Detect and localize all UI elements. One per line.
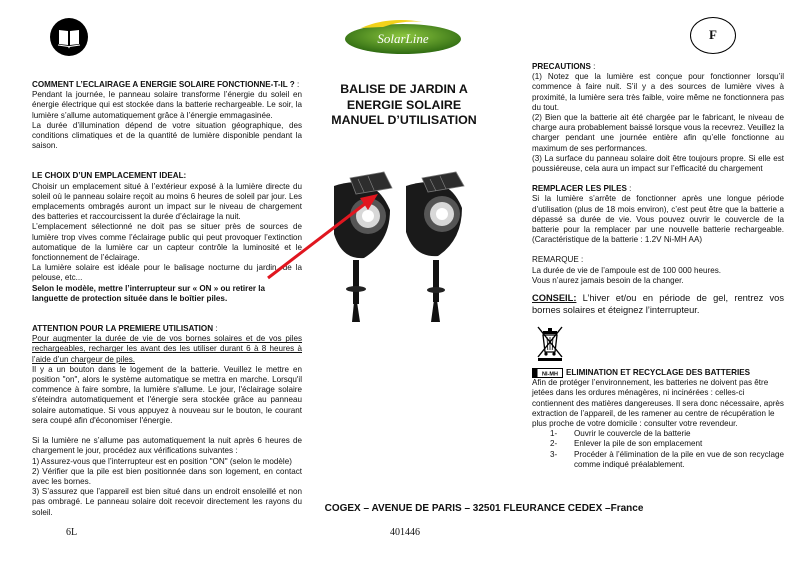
right-column xyxy=(532,62,784,470)
logo-text: SolarLine xyxy=(377,31,429,46)
crossed-bin-icon xyxy=(535,324,565,362)
recycling-step xyxy=(550,429,784,439)
section-heading-replace-batteries: REMPLACER LES PILES xyxy=(532,184,627,194)
advice-paragraph xyxy=(532,292,784,316)
reference-number: 401446 xyxy=(390,527,420,538)
section-heading-first-use: ATTENTION POUR LA PREMIERE UTILISATION xyxy=(32,324,214,334)
recycling-heading-row xyxy=(532,368,784,378)
step-number: 1- xyxy=(550,429,558,439)
title-line-1: BALISE DE JARDIN A xyxy=(340,82,468,96)
location-paragraph-3: La lumière solaire est idéale pour le balisage nocturne du jardin, de la pelouse, etc... xyxy=(32,263,302,283)
advice-label: CONSEIL: xyxy=(532,293,577,304)
recycling-steps xyxy=(532,429,784,470)
remark-line-2: Vous n’aurez jamais besoin de la changer. xyxy=(532,275,684,285)
troubleshoot-intro: Si la lumière ne s’allume pas automatiquement la nuit après 6 heures de chargement le jour, procédez aux vérifications suivantes : xyxy=(32,436,302,456)
recycling-step xyxy=(550,450,784,470)
location-switch-instruction: Selon le modèle, mettre l’interrupteur sur « ON » ou retirer la languette de protection située dans le boîtier piles. xyxy=(32,283,265,303)
advice-text: L’hiver et/ou en période de gel, rentrez vos bornes solaires et éteignez l’interrupteur. xyxy=(532,293,784,316)
heading-colon: : xyxy=(626,184,632,194)
precaution-1: (1) Notez que la lumière est conçue pour fonctionner lorsqu’il commence à faire nuit. S’il y a des sources de lumière vives à proximité, la lumière sera très faible, voire même ne fonctionnera pas du tout. xyxy=(532,72,784,112)
troubleshoot-check-1: 1) Assurez-vous que l’interrupteur est en position "ON" (selon le modèle) xyxy=(32,456,292,466)
step-text: Procéder à l’élimination de la pile en vue de son recyclage comme indiqué préalablement. xyxy=(574,449,784,469)
troubleshoot-check-2: 2) Vérifier que la pile est bien positionnée dans son logement, en contact avec les bornes. xyxy=(32,466,302,486)
heading-colon: : xyxy=(294,80,300,89)
how-it-works-paragraph-2: La durée d’illumination dépend de votre situation géographique, des conditions climatiques et de la quantité de lumière disponible pendant la saison. xyxy=(32,120,302,151)
battery-tag-label: NI-MH xyxy=(542,371,558,378)
step-number: 2- xyxy=(550,439,558,449)
step-number: 3- xyxy=(550,449,558,459)
heading-colon: : xyxy=(590,62,596,71)
troubleshoot-check-3: 3) S’assurez que l’appareil est bien situé dans un endroit ensoleillé et non pas ombragé. Le panneau solaire doit recevoir directement les rayons du soleil. xyxy=(32,487,302,517)
first-use-charging-note: Pour augmenter la durée de vie de vos bornes solaires et de vos piles rechargeables, recharger les avant des les utiliser durant 6 à 8 heures à l’aide d’un chargeur de piles. xyxy=(32,334,302,364)
replace-batteries-paragraph: Si la lumière s’arrête de fonctionner après une longue période d’utilisation (plus de 18 mois environ), c’est peut être que la batterie a dépassé sa durée de vie. Vous pouvez ouvrir le couvercle de la batterie pour la remplacer par une nouvelle batterie rechargeable. (Caractéristique de la batterie : 1.2V Ni-MH AA) xyxy=(532,194,784,245)
company-address: COGEX – AVENUE DE PARIS – 32501 FLEURANCE CEDEX –France xyxy=(324,503,644,514)
precaution-3: (3) La surface du panneau solaire doit être toujours propre. Si elle est poussiéreuse, cela aura un impact sur l’efficacité du chargement xyxy=(532,153,784,174)
location-paragraph-1: Choisir un emplacement situé à l’extérieur exposé à la lumière directe du soleil où le panneau solaire reçoit au moins 6 heures de soleil par jour. Les emplacements ombragés auront un impact sur le niveau de chargement des batteries et raccourcissent la durée d’éclairage la nuit. xyxy=(32,181,302,222)
how-it-works-paragraph-1: Pendant la journée, le panneau solaire transforme l’énergie du soleil en énergie électrique qui est stockée dans la batterie rechargeable. Le soir, la lumière s’allume automatiquement grâce à l’énergie emmagasinée. xyxy=(32,90,302,120)
title-line-3: MANUEL D’UTILISATION xyxy=(331,113,477,127)
section-heading-location: LE CHOIX D’UN EMPLACEMENT IDEAL: xyxy=(32,171,187,181)
remark-line-1: La durée de vie de l’ampoule est de 100 000 heures. xyxy=(532,265,721,275)
section-heading-how-it-works: COMMENT L’ECLAIRAGE A ENERGIE SOLAIRE FONCTIONNE-T-IL ? xyxy=(32,80,295,89)
precaution-2: (2) Bien que la batterie ait été chargée par le fabricant, le niveau de charge aura probablement baissé lorsque vous la recevrez. Veuillez la charger pendant une journée entière afin qu’elle fonctionne au maximum de ses performances. xyxy=(532,113,784,153)
recycling-step xyxy=(550,439,784,449)
language-badge: F xyxy=(690,17,736,54)
section-heading-recycling: ELIMINATION ET RECYCLAGE DES BATTERIES xyxy=(566,368,751,378)
title-line-2: ENERGIE SOLAIRE xyxy=(346,97,462,112)
first-use-paragraph: Il y a un bouton dans le logement de la batterie. Veuillez le mettre en position "on", alors le système automatique se mettra en marche. Lorsqu'il commence à faire sombre, la lumière s'allume. Le jour, l'éclairage solaire s'éteindra automatiquement et l'énergie sera stockée grâce au panneau solaire automatique. Si vous appuyez à nouveau sur le bouton, le courant sera coupé afin d'économiser l'énergie. xyxy=(32,364,302,425)
page-code: 6L xyxy=(66,527,78,538)
section-heading-precautions: PRECAUTIONS xyxy=(532,62,591,71)
remark-label: REMARQUE : xyxy=(532,255,584,265)
battery-tag-icon xyxy=(532,368,564,378)
step-text: Ouvrir le couvercle de la batterie xyxy=(574,429,691,439)
location-paragraph-2: L’emplacement sélectionné ne doit pas se situer près de sources de lumière trop vives comme l’éclairage public qui peut provoquer l’extinction automatique de la lumière car un capteur contrôle la luminosité et le fonctionnement de l’éclairage. xyxy=(32,222,302,263)
recycling-paragraph: Afin de protéger l’environnement, les batteries ne doivent pas être jetées dans les ordures ménagères, ni incinérées : celles-ci contiennent des matières dangereuses. Il sera donc nécessaire, après extraction de l’appareil, de les ramener au centre de récupération le plus proche de votre domicile : consulter votre revendeur. xyxy=(532,378,784,429)
heading-colon: : xyxy=(213,324,218,334)
step-text: Enlever la pile de son emplacement xyxy=(574,439,703,449)
